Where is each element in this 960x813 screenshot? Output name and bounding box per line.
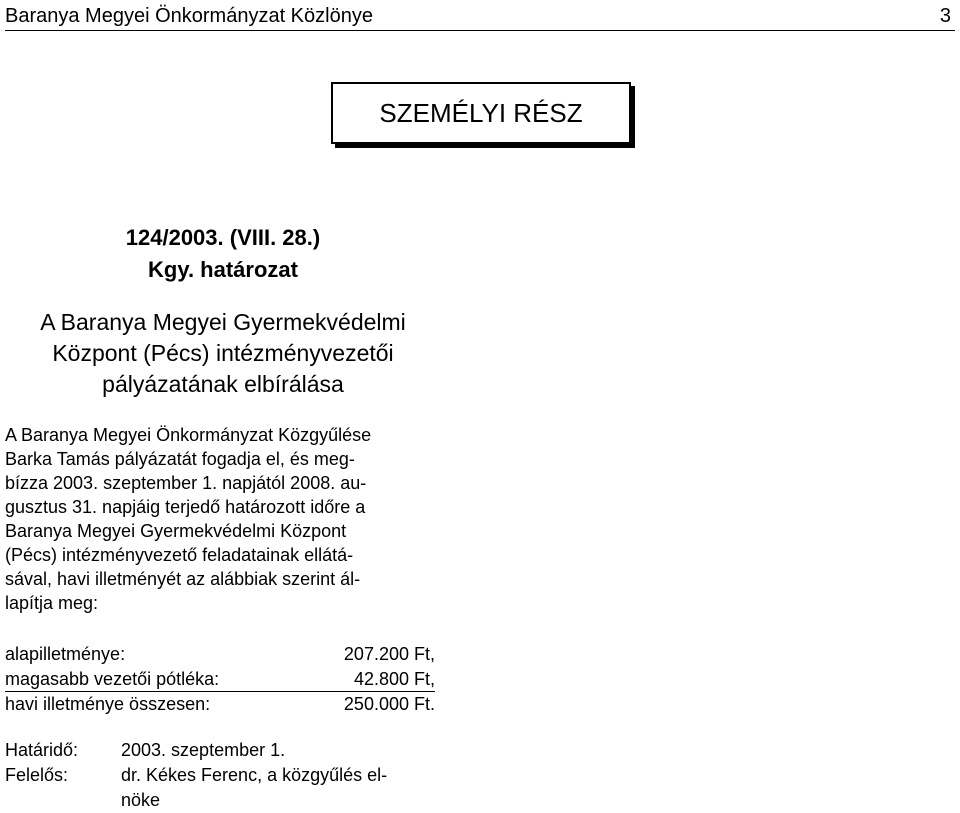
body-line: Baranya Megyei Gyermekvédelmi Központ [5,521,347,541]
subject-line: pályázatának elbírálása [102,371,344,397]
salary-row-supplement [5,667,435,692]
body-line: gusztus 31. napjáig terjedő határozott időre a [5,497,366,517]
salary-label: alapilletménye: [5,644,126,664]
responsible-value-continued: nöke [121,790,161,810]
section-title: SZEMÉLYI RÉSZ [379,98,583,128]
resolution-subject [0,307,446,400]
page-number: 3 [939,5,951,27]
resolution-body [5,423,435,615]
page-header [5,4,955,31]
resolution-footer [5,738,445,813]
body-line: A Baranya Megyei Önkormányzat Közgyűlése [5,425,372,445]
deadline-label: Határidő: [5,740,79,760]
deadline-value: 2003. szeptember 1. [121,740,286,760]
salary-label: havi illetménye összesen: [5,694,211,714]
body-line: (Pécs) intézményvezető feladatainak ellátá- [5,545,354,565]
resolution-heading [0,222,446,286]
responsible-value: dr. Kékes Ferenc, a közgyűlés el- [121,765,388,785]
body-line: bízza 2003. szeptember 1. napjától 2008. au- [5,473,367,493]
salary-row-base [5,642,435,667]
body-line: sával, havi illetményét az alábbiak szerint ál- [5,569,361,589]
resolution-type: Kgy. határozat [148,257,298,282]
resolution-number: 124/2003. (VIII. 28.) [125,225,321,250]
subject-line: A Baranya Megyei Gyermekvédelmi [40,309,406,335]
salary-row-total [5,692,435,717]
salary-amount: 207.200 Ft, [343,644,435,664]
responsible-row [5,763,445,788]
publication-title: Baranya Megyei Önkormányzat Közlönye [5,5,373,27]
responsible-label: Felelős: [5,765,69,785]
salary-table [5,642,435,717]
salary-amount: 250.000 Ft. [343,694,435,714]
salary-amount: 42.800 Ft, [353,669,435,689]
responsible-row-continued [5,788,445,813]
body-line: Barka Tamás pályázatát fogadja el, és meg- [5,449,355,469]
salary-label: magasabb vezetői pótléka: [5,669,220,689]
body-line: lapítja meg: [5,593,99,613]
subject-line: Központ (Pécs) intézményvezetői [52,340,394,366]
section-title-box [331,82,631,144]
deadline-row [5,738,445,763]
